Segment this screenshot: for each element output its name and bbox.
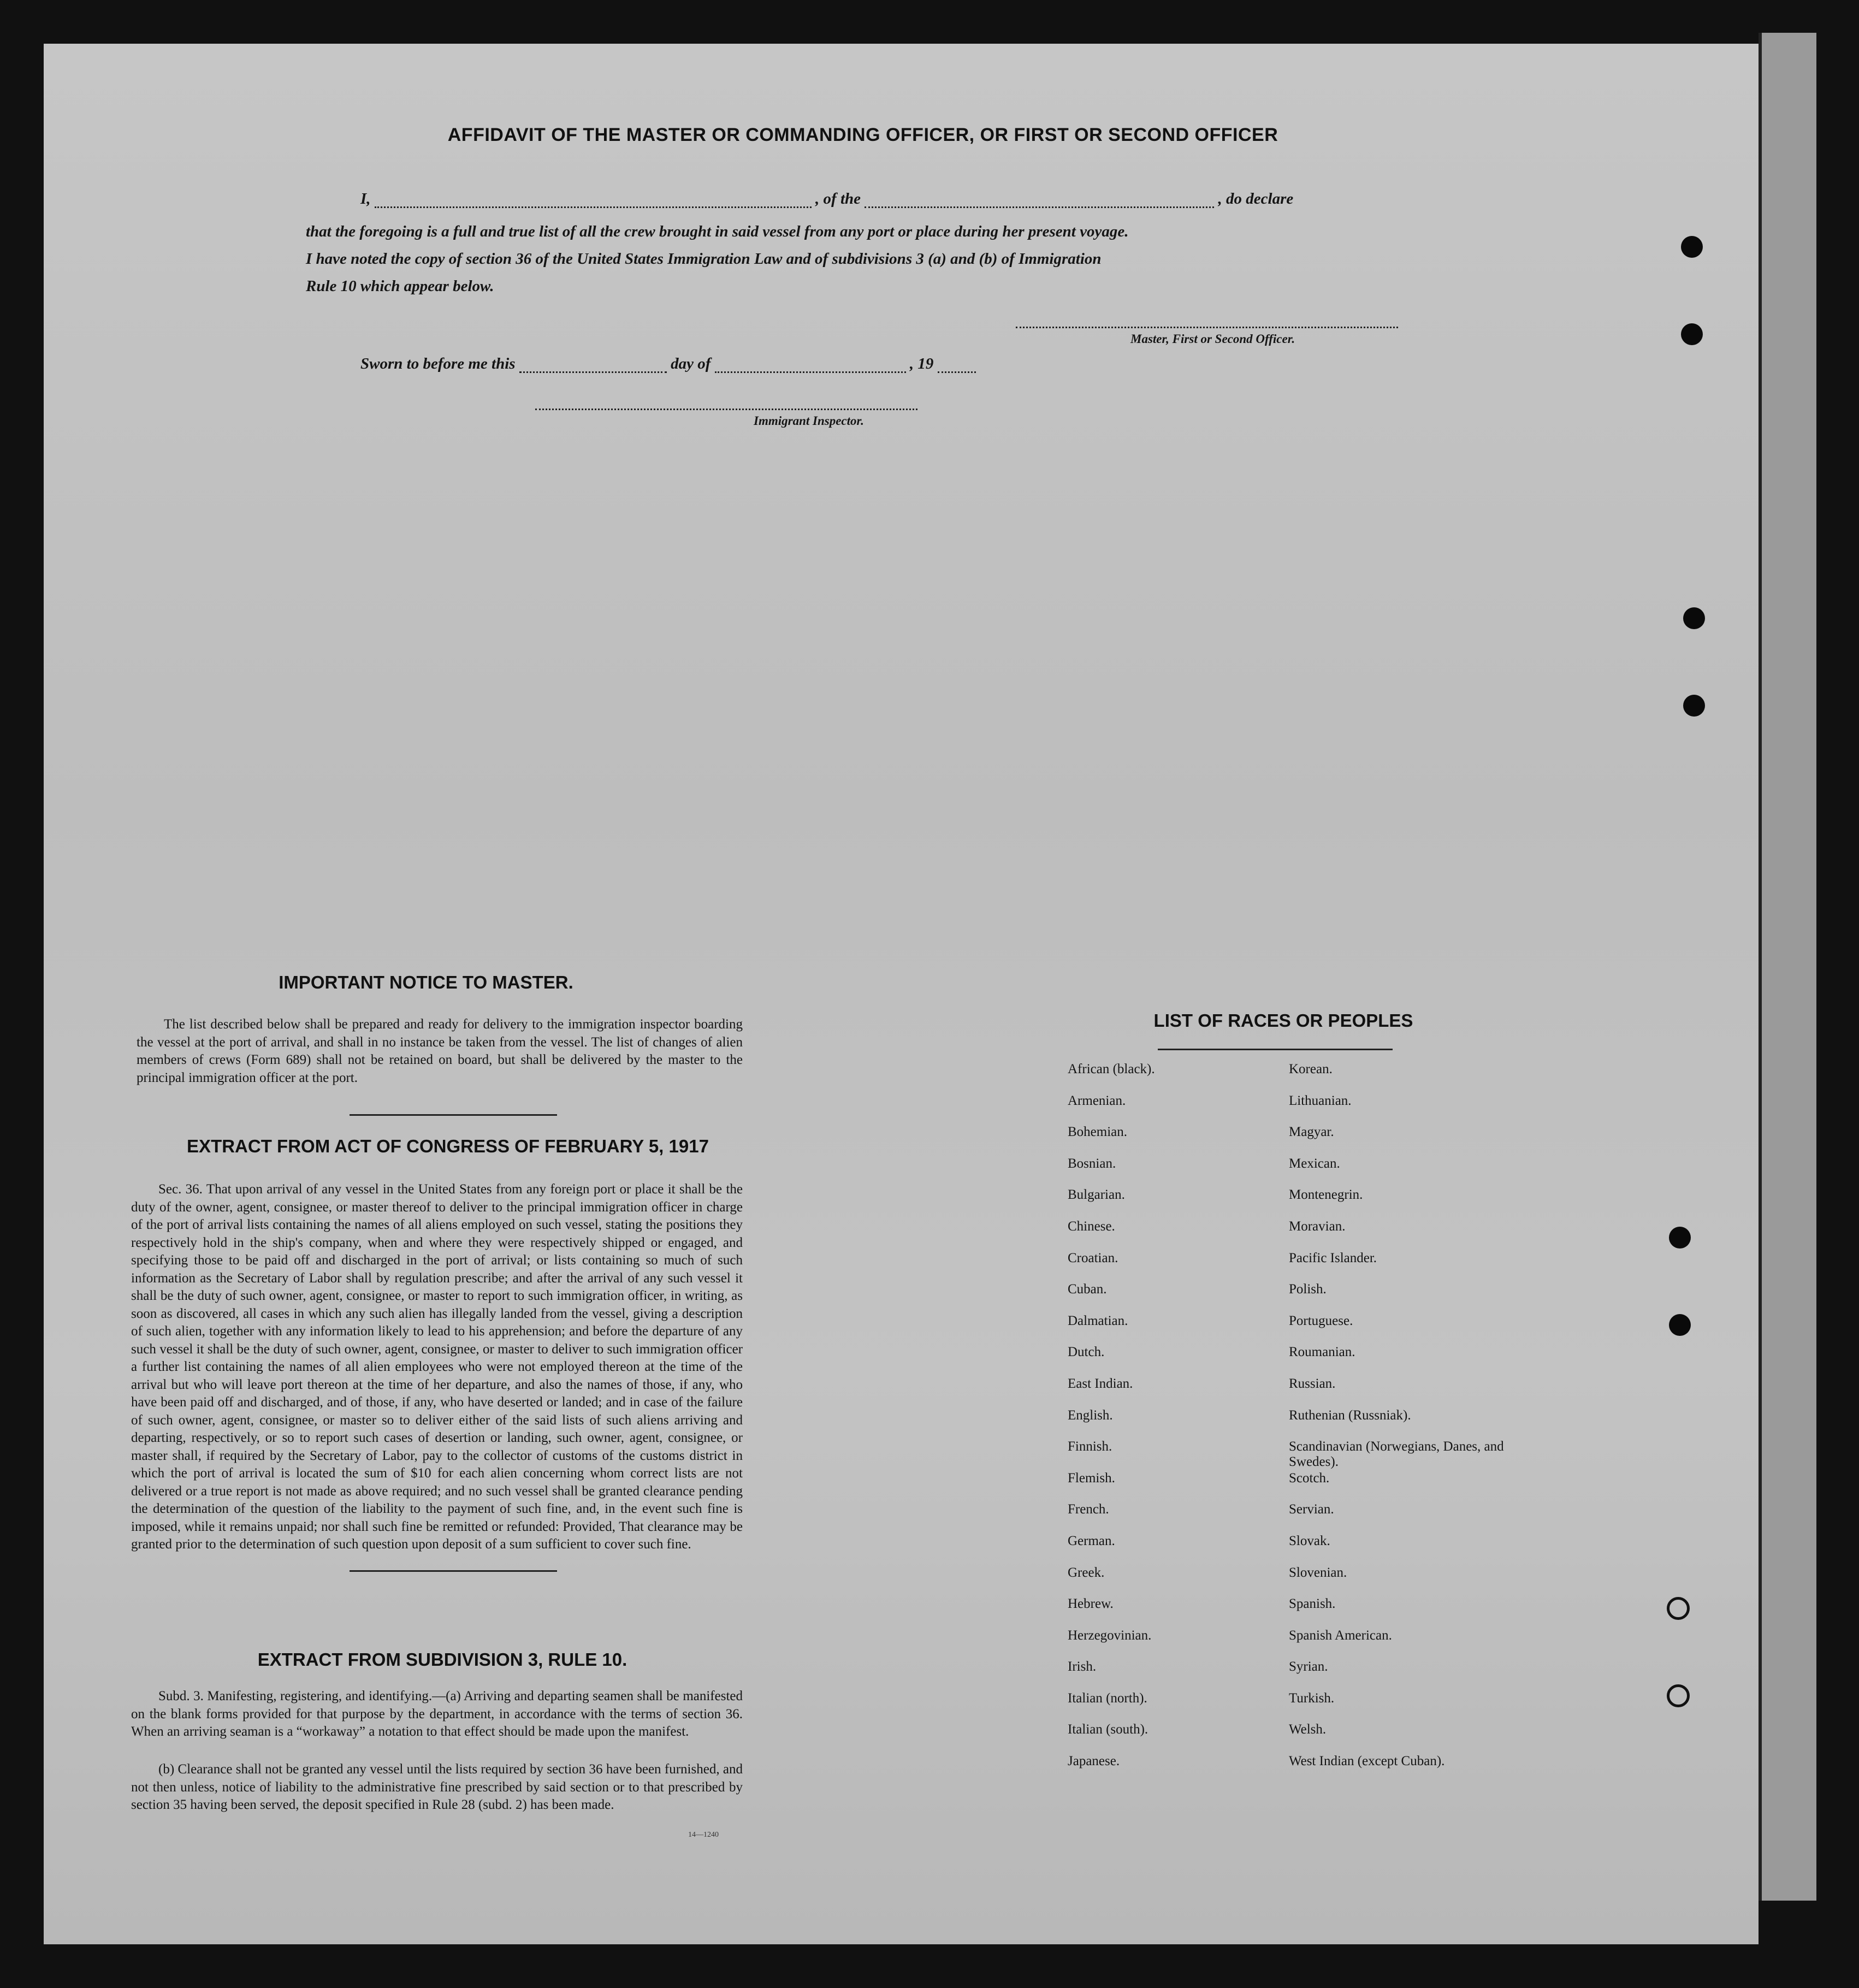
master-signature-field[interactable] (1016, 327, 1398, 328)
affidavit-i-label: I, (360, 190, 371, 208)
race-list-item: Croatian. (1068, 1250, 1118, 1265)
master-signature-label: Master, First or Second Officer. (1130, 332, 1295, 346)
sworn-prefix: Sworn to before me this (360, 355, 516, 372)
race-list-item: Slovak. (1289, 1533, 1330, 1548)
races-column-2 (1289, 1062, 1518, 1785)
races-heading: LIST OF RACES OR PEOPLES (1153, 1010, 1413, 1031)
race-list-item: Servian. (1289, 1502, 1334, 1517)
race-list-item: Cuban. (1068, 1282, 1107, 1297)
race-list-item: Irish. (1068, 1659, 1097, 1675)
race-list-item: Scotch. (1289, 1470, 1330, 1486)
race-list-item: Ruthenian (Russniak). (1289, 1407, 1411, 1423)
race-list-item: Italian (north). (1068, 1690, 1147, 1706)
race-list-item: West Indian (except Cuban). (1289, 1754, 1445, 1769)
punch-hole (1669, 1314, 1691, 1336)
affidavit-line-2: that the foregoing is a full and true list of all the crew brought in said vessel from any port or place during her present voyage. (306, 223, 1129, 240)
punch-hole (1681, 323, 1703, 345)
sworn-day-field[interactable] (519, 357, 667, 373)
divider (350, 1114, 557, 1116)
affidavit-line-1 (360, 190, 1293, 208)
rule-extract-text-b: (b) Clearance shall not be granted any vessel until the lists required by section 36 have been furnished, and not then unless, notice of liability to the administrative fine prescribed by said section or to that prescribed by section 35 having been served, the deposit specified in Rule 28 (subd. 2) has been made. (131, 1762, 743, 1812)
punch-hole (1683, 607, 1705, 629)
affidavit-title: AFFIDAVIT OF THE MASTER OR COMMANDING OFFICER, OR FIRST OR SECOND OFFICER (447, 125, 1278, 145)
punch-hole (1667, 1684, 1690, 1707)
race-list-item: East Indian. (1068, 1376, 1133, 1391)
act-extract-heading: EXTRACT FROM ACT OF CONGRESS OF FEBRUARY 5, 1917 (187, 1136, 709, 1156)
inspector-signature-label: Immigrant Inspector. (754, 414, 864, 428)
punch-hole (1681, 236, 1703, 258)
race-list-item: Flemish. (1068, 1470, 1115, 1486)
race-list-item: Spanish American. (1289, 1628, 1392, 1643)
rule-extract-text-a: Subd. 3. Manifesting, registering, and identifying.—(a) Arriving and departing seamen shall be manifested on the blank forms provided for that purpose by the department, in accordance with the terms of section 36. When an arriving seaman is a “workaway” a notation to that effect should be made upon the manifest. (131, 1689, 743, 1739)
race-list-item: Hebrew. (1068, 1596, 1114, 1612)
race-list-item: Herzegovinian. (1068, 1628, 1152, 1643)
race-list-item: Scandinavian (Norwegians, Danes, and Swedes). (1289, 1439, 1504, 1470)
underlying-page-edge (1759, 33, 1816, 1901)
sworn-year-label: , 19 (909, 355, 934, 372)
race-list-item: Mexican. (1289, 1156, 1340, 1171)
race-list-item: French. (1068, 1502, 1109, 1517)
race-list-item: Welsh. (1289, 1722, 1327, 1737)
race-list-item: Slovenian. (1289, 1565, 1347, 1580)
rule-extract-heading: EXTRACT FROM SUBDIVISION 3, RULE 10. (257, 1649, 627, 1670)
vessel-name-field[interactable] (865, 192, 1214, 208)
sworn-month-field[interactable] (715, 357, 906, 373)
race-list-item: Turkish. (1289, 1690, 1335, 1706)
race-list-item: Pacific Islander. (1289, 1250, 1377, 1265)
race-list-item: Polish. (1289, 1282, 1327, 1297)
races-column-1 (1068, 1062, 1275, 1785)
inspector-signature-field[interactable] (535, 409, 917, 410)
race-list-item: Syrian. (1289, 1659, 1328, 1675)
affidavit-line-4: Rule 10 which appear below. (306, 277, 494, 295)
race-list-item: Lithuanian. (1289, 1093, 1352, 1108)
race-list-item: Chinese. (1068, 1218, 1115, 1234)
race-list-item: Armenian. (1068, 1093, 1126, 1108)
race-list-item: African (black). (1068, 1062, 1155, 1076)
sworn-line (360, 355, 976, 373)
notice-text: The list described below shall be prepared and ready for delivery to the immigration inspector boarding the vessel at the port of arrival, and shall in no instance be taken from the vessel. The list of changes of alien members of crews (Form 689) shall not be retained on board, but shall be delivered by the master to the principal immigration officer at the port. (137, 1017, 743, 1085)
race-list-item: Roumanian. (1289, 1345, 1355, 1360)
affidavit-of-the-label: , of the (815, 190, 861, 208)
divider (350, 1570, 557, 1572)
race-list-item: English. (1068, 1407, 1113, 1423)
race-list-item: Dalmatian. (1068, 1313, 1128, 1328)
affidavit-line-3: I have noted the copy of section 36 of the United States Immigration Law and of subdivisions 3 (a) and (b) of Immigration (306, 250, 1102, 268)
officer-name-field[interactable] (375, 192, 812, 208)
race-list-item: Korean. (1289, 1062, 1333, 1076)
race-list-item: Bohemian. (1068, 1125, 1128, 1140)
race-list-item: Italian (south). (1068, 1722, 1148, 1737)
race-list-item: Portuguese. (1289, 1313, 1353, 1328)
sworn-year-field[interactable] (938, 357, 976, 373)
document-sheet (44, 44, 1759, 1944)
race-list-item: Bosnian. (1068, 1156, 1116, 1171)
race-list-item: Finnish. (1068, 1439, 1112, 1454)
race-list-item: Russian. (1289, 1376, 1336, 1391)
race-list-item: Spanish. (1289, 1596, 1336, 1612)
race-list-item: Bulgarian. (1068, 1187, 1125, 1203)
punch-hole (1667, 1597, 1690, 1620)
race-list-item: Moravian. (1289, 1218, 1346, 1234)
act-extract-text: Sec. 36. That upon arrival of any vessel in the United States from any foreign port or place it shall be the duty of the owner, agent, consignee, or master thereof to deliver to the principal immigration officer in charge of the port of arrival lists containing the names of all aliens employed on such vessel, stating the positions they respectively hold in the ship's company, when and where they were respectively shipped or engaged, and specifying those to be paid off and discharged in the port of arrival; or lists containing so much of such information as the Secretary of Labor shall by regulation prescribe; and after the arrival of any such vessel it shall be the duty of such owner, agent, consignee, or master to report to such immigration officer, in writing, as soon as discovered, all cases in which any such alien has illegally landed from the vessel, giving a description of such alien, together with any information likely to lead to his apprehension; and before the departure of any such vessel it shall be the duty of such owner, agent, consignee, or master to deliver to such immigration officer a further list containing the names of all alien employees who were not employed thereon at the time of the arrival but who will leave port thereon at the time of her departure, and also the names of those, if any, who have been paid off and discharged, and of those, if any, who have deserted or landed; and in case of the failure of such owner, agent, consignee, or master so to deliver either of the said lists of such aliens arriving and departing, respectively, or so to report such cases of desertion or landing, such owner, agent, consignee, or master shall, if required by the Secretary of Labor, pay to the collector of customs of the customs district in which the port of arrival is located the sum of $10 for each alien concerning whom correct lists are not delivered or a true report is not made as above required; and no such vessel shall be granted clearance pending the determination of the question of the liability to the payment of such fine, and, in the event such fine is imposed, while it remains unpaid; nor shall such fine be remitted or refunded: Provided, That clearance may be granted prior to the determination of such question upon deposit of a sum sufficient to cover such fine. (131, 1182, 743, 1552)
race-list-item: German. (1068, 1533, 1115, 1548)
race-list-item: Magyar. (1289, 1125, 1334, 1140)
sworn-day-label: day of (671, 355, 711, 372)
race-list-item: Dutch. (1068, 1345, 1105, 1360)
race-list-item: Greek. (1068, 1565, 1105, 1580)
race-list-item: Japanese. (1068, 1754, 1120, 1769)
affidavit-declare-label: , do declare (1218, 190, 1294, 208)
divider (1158, 1049, 1393, 1050)
punch-hole (1669, 1227, 1691, 1249)
notice-heading: IMPORTANT NOTICE TO MASTER. (279, 972, 573, 992)
race-list-item: Montenegrin. (1289, 1187, 1363, 1203)
form-number: 14—1240 (688, 1831, 719, 1839)
punch-hole (1683, 695, 1705, 717)
